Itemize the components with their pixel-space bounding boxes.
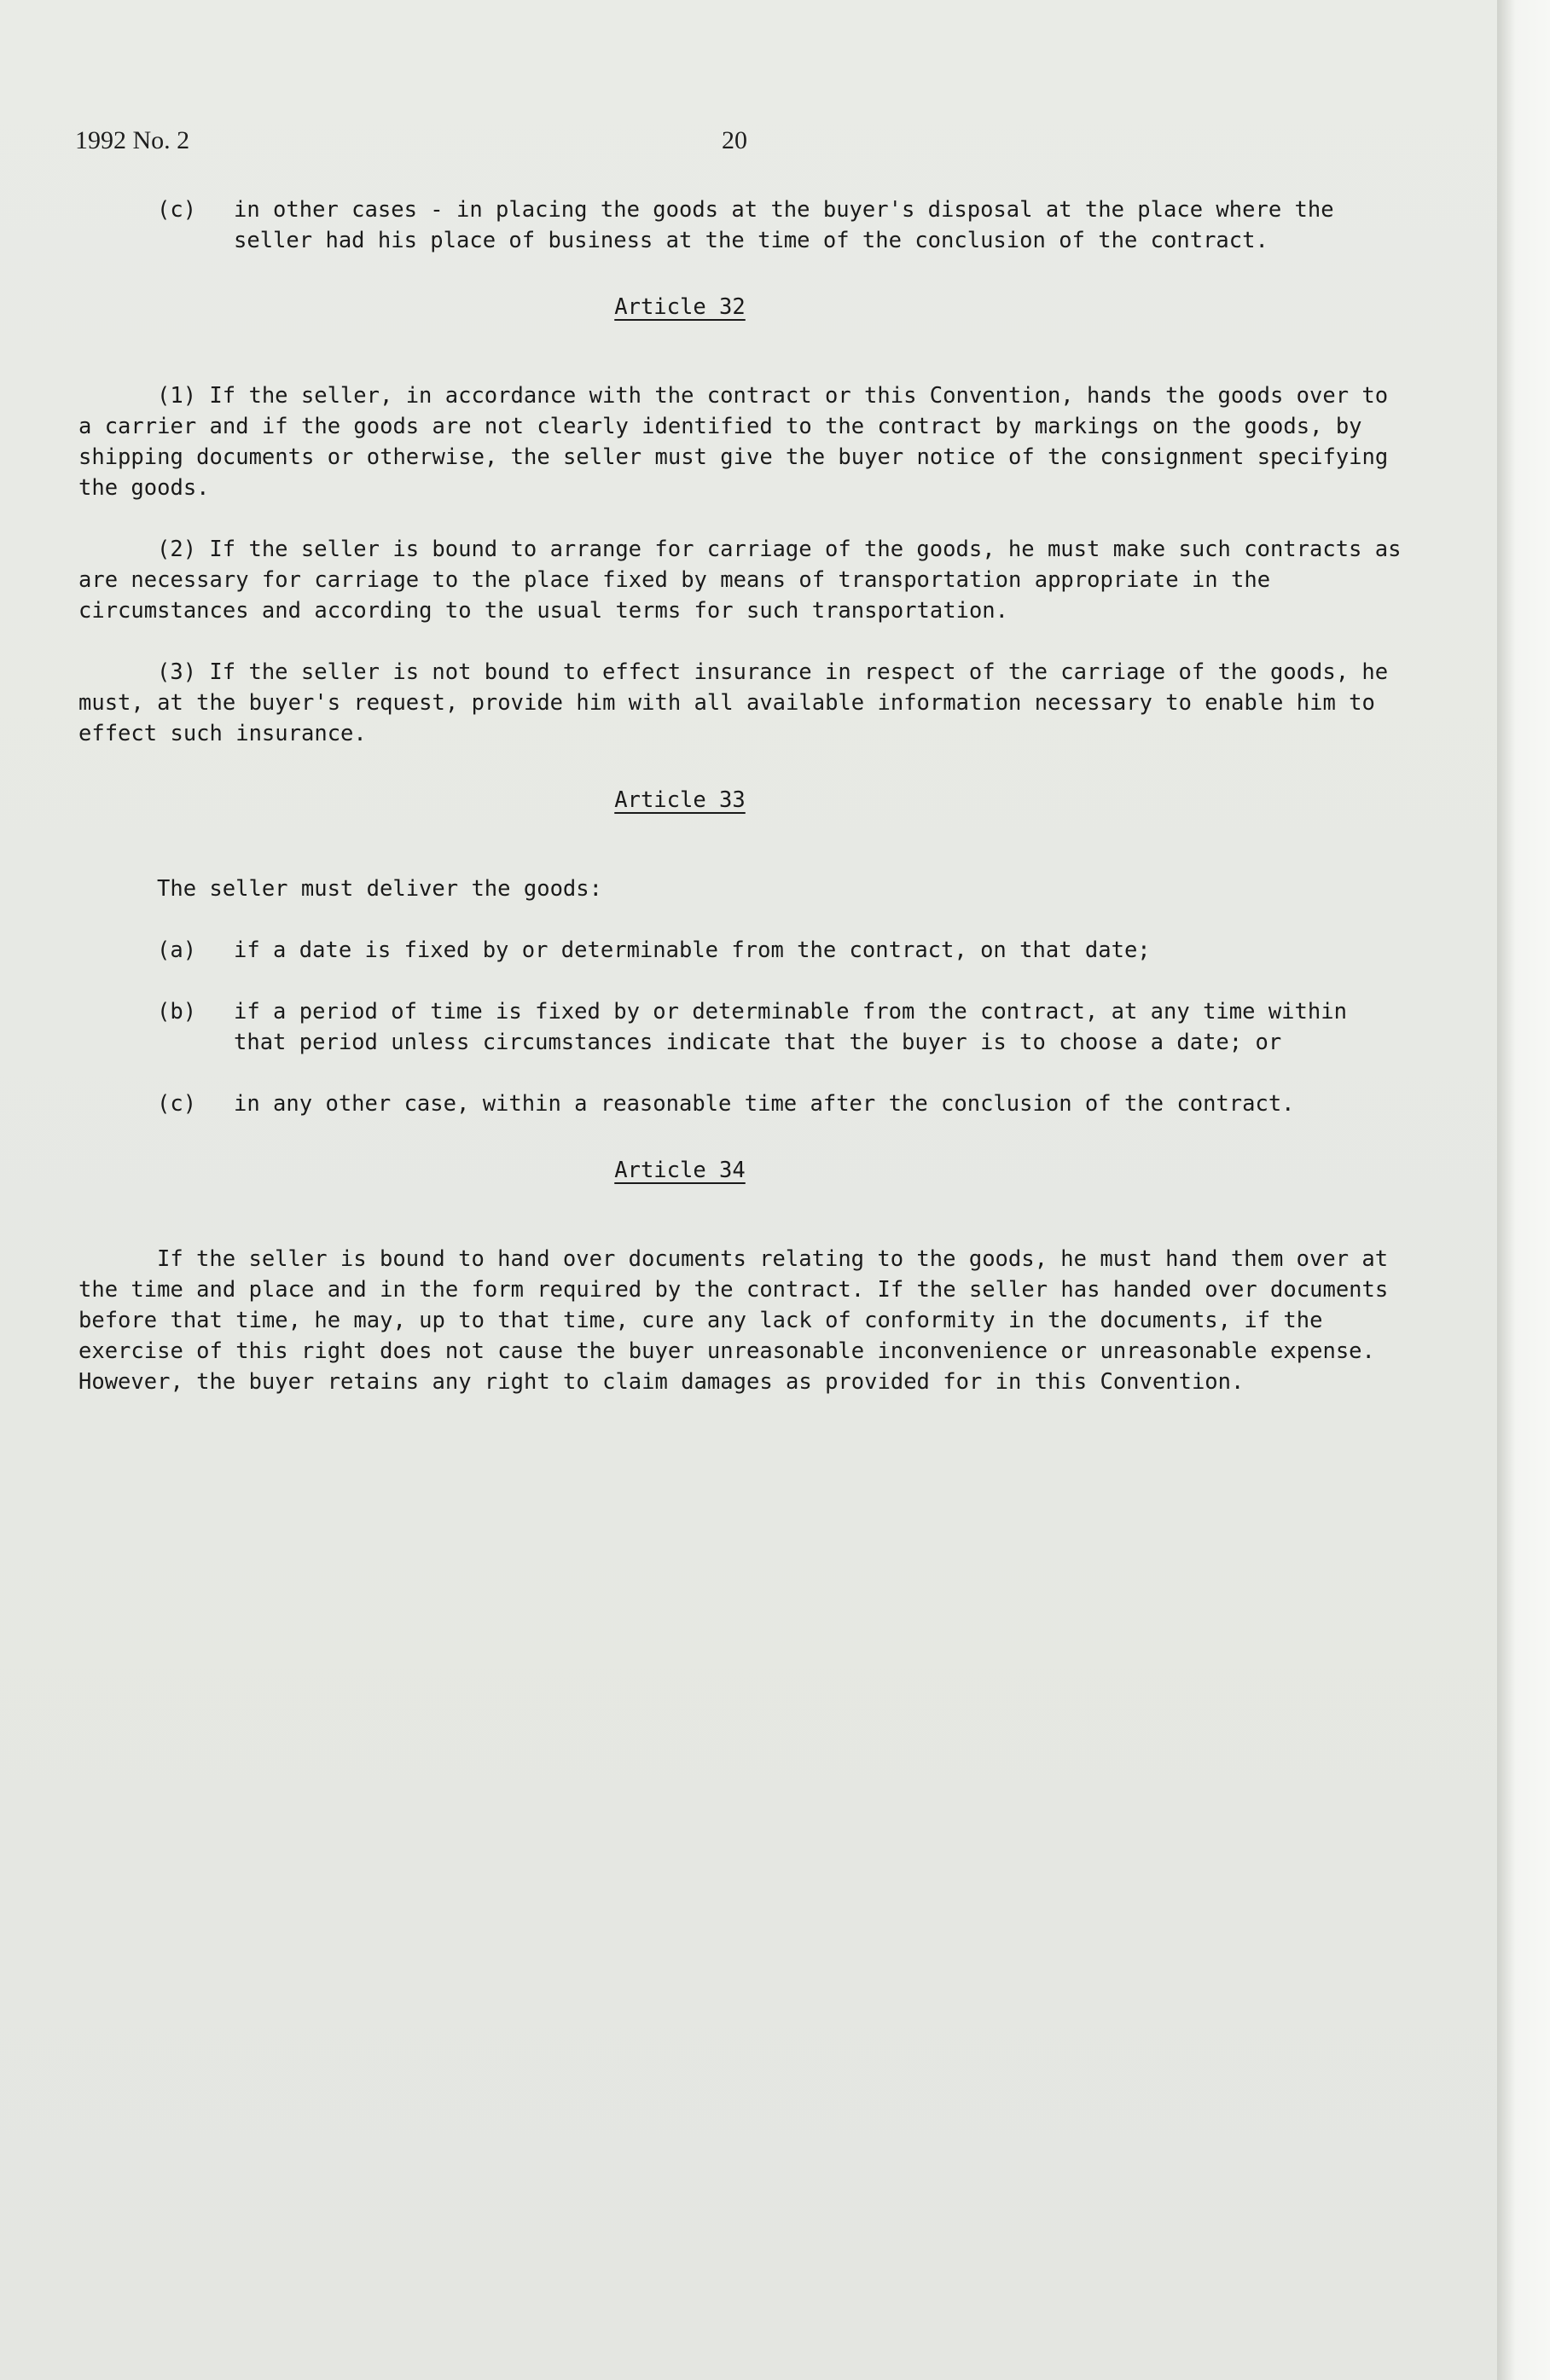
article-32-paragraph-1: (1) If the seller, in accordance with the contract or this Convention, hands the goods over to a carrier and if the goods are not clearly identified to the contract by markings on the goods, by shipping documents or otherwise, the seller must give the buyer notice of the consignment specifying the goods. [78, 383, 1389, 501]
article-33-intro: The seller must deliver the goods: [157, 876, 602, 902]
list-marker: (c) [157, 197, 197, 223]
page-edge [1497, 0, 1550, 2380]
list-marker: (b) [157, 999, 197, 1025]
article-32-paragraph-3: (3) If the seller is not bound to effect insurance in respect of the carriage of the goods, he must, at the buyer's request, provide him with all available information necessary to enable him to effect such insurance. [78, 659, 1389, 746]
article-32-heading [78, 292, 1409, 322]
document-citation: 1992 No. 2 [75, 126, 190, 154]
article-33-heading [78, 785, 1409, 816]
list-item-c-prior [157, 194, 1409, 256]
article-34-paragraph: If the seller is bound to hand over documents relating to the goods, he must hand them over at the time and place and in the form required by the contract. If the seller has handed over documents before that time, he may, up to that time, cure any lack of conformity in the documents, if the exercise of this right does not cause the buyer unreasonable inconvenience or unreasonable expense. However, the buyer retains any right to claim damages as provided for in this Convention. [78, 1246, 1389, 1395]
list-marker: (c) [157, 1091, 197, 1117]
list-item-b [157, 996, 1409, 1058]
list-item-text: in other cases - in placing the goods at the buyer's disposal at the place where the seller had his place of business at the time of the conclusion of the contract. [234, 197, 1334, 253]
article-34-heading [78, 1155, 1409, 1186]
article-34-heading-text: Article 34 [614, 1158, 746, 1183]
document-body [78, 194, 1409, 1428]
list-item-text: in any other case, within a reasonable time after the conclusion of the contract. [234, 1091, 1295, 1117]
article-33-heading-text: Article 33 [614, 787, 746, 813]
article-32-paragraph-2: (2) If the seller is bound to arrange for carriage of the goods, he must make such contracts as are necessary for carriage to the place fixed by means of transportation appropriate in the circumstances and according to the usual terms for such transportation. [78, 537, 1402, 624]
page-number: 20 [722, 126, 747, 154]
list-item-c [157, 1088, 1409, 1119]
article-32-heading-text: Article 32 [614, 294, 746, 320]
list-item-text: if a period of time is fixed by or determinable from the contract, at any time within that period unless circumstances indicate that the buyer is to choose a date; or [234, 999, 1347, 1055]
list-marker: (a) [157, 937, 197, 963]
list-item-a [157, 935, 1409, 966]
list-item-text: if a date is fixed by or determinable from the contract, on that date; [234, 937, 1151, 963]
